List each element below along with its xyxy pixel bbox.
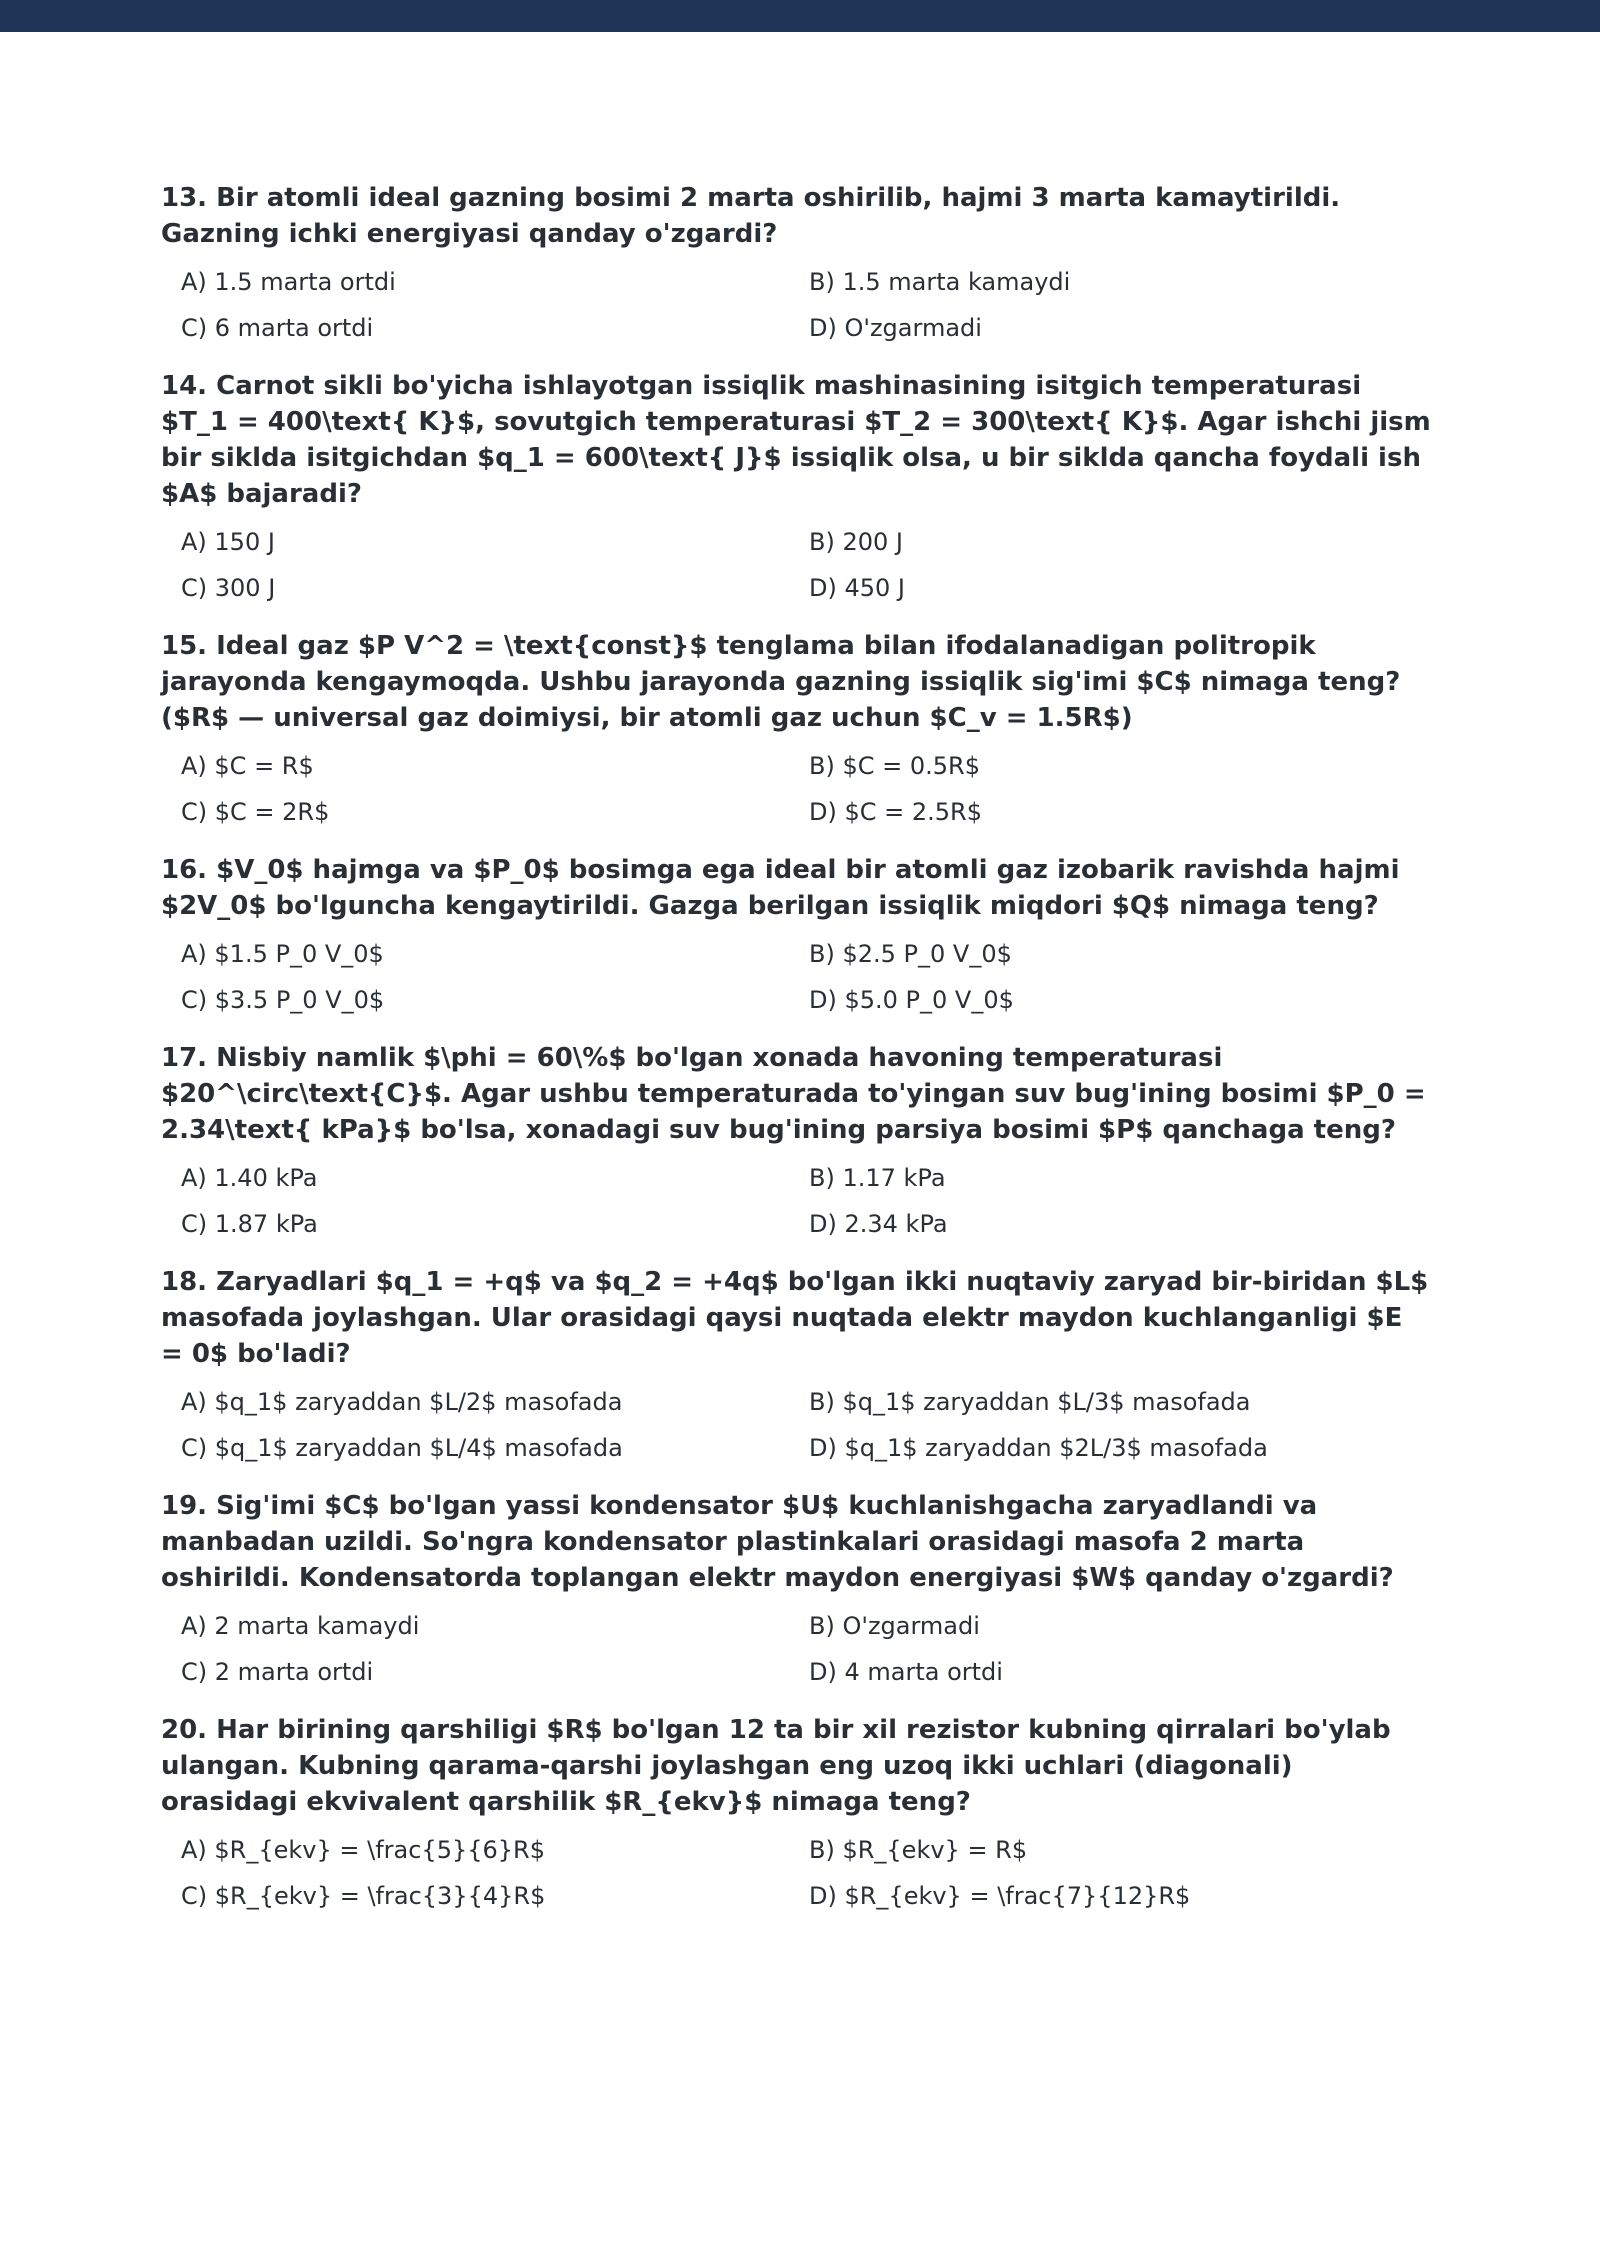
option-a: A) 150 J: [181, 528, 275, 556]
option-d: D) $5.0 P_0 V_0$: [809, 986, 1014, 1014]
question-13: [161, 180, 1431, 346]
option-a: A) $R_{ekv} = \frac{5}{6}R$: [181, 1836, 545, 1864]
option-d: D) $C = 2.5R$: [809, 798, 982, 826]
answer-options: [181, 524, 1431, 606]
option-b: B) $2.5 P_0 V_0$: [809, 940, 1012, 968]
option-a: A) 1.40 kPa: [181, 1164, 318, 1192]
option-c: C) 300 J: [181, 574, 276, 602]
option-a: A) 1.5 marta ortdi: [181, 268, 396, 296]
option-b: B) 1.17 kPa: [809, 1164, 946, 1192]
question-text: 13. Bir atomli ideal gazning bosimi 2 marta oshirilib, hajmi 3 marta kamaytirildi. Gazning ichki energiyasi qanday o'zgardi?: [161, 183, 1341, 249]
option-c: C) 6 marta ortdi: [181, 314, 374, 342]
option-b: B) $q_1$ zaryaddan $L/3$ masofada: [809, 1388, 1251, 1416]
answer-options: [181, 1384, 1431, 1466]
header-bar: [0, 0, 1600, 32]
option-c: C) $3.5 P_0 V_0$: [181, 986, 385, 1014]
question-text: 20. Har birining qarshiligi $R$ bo'lgan 12 ta bir xil rezistor kubning qirralari bo'ylab ulangan. Kubning qarama-qarshi joylashgan eng uzoq ikki uchlari (diagonali) orasidagi ekvivalent qarshilik $R_{ekv}$ nimaga teng?: [161, 1715, 1391, 1817]
option-d: D) 450 J: [809, 574, 905, 602]
question-20: [161, 1712, 1431, 1914]
option-a: A) $C = R$: [181, 752, 314, 780]
question-text: 17. Nisbiy namlik $\phi = 60\%$ bo'lgan xonada havoning temperaturasi $20^\circ\text{C}$. Agar ushbu temperaturada to'yingan suv bug'ining bosimi $P_0 = 2.34\text{ kPa}$ bo'lsa, xonadagi suv bug'ining parsiya bosimi $P$ qanchaga teng?: [161, 1043, 1426, 1145]
question-14: [161, 368, 1431, 606]
answer-options: [181, 936, 1431, 1018]
question-text: 16. $V_0$ hajmga va $P_0$ bosimga ega ideal bir atomli gaz izobarik ravishda hajmi $2V_0$ bo'lguncha kengaytirildi. Gazga berilgan issiqlik miqdori $Q$ nimaga teng?: [161, 855, 1400, 921]
option-d: D) $q_1$ zaryaddan $2L/3$ masofada: [809, 1434, 1268, 1462]
option-c: C) $R_{ekv} = \frac{3}{4}R$: [181, 1882, 546, 1910]
option-b: B) $R_{ekv} = R$: [809, 1836, 1028, 1864]
option-c: C) $C = 2R$: [181, 798, 330, 826]
option-b: B) O'zgarmadi: [809, 1612, 980, 1640]
answer-options: [181, 264, 1431, 346]
option-a: A) 2 marta kamaydi: [181, 1612, 420, 1640]
option-a: A) $q_1$ zaryaddan $L/2$ masofada: [181, 1388, 623, 1416]
option-c: C) 2 marta ortdi: [181, 1658, 374, 1686]
question-text: 15. Ideal gaz $P V^2 = \text{const}$ tenglama bilan ifodalanadigan politropik jarayonda kengaymoqda. Ushbu jarayonda gazning issiqlik sig'imi $C$ nimaga teng? ($R$ — universal gaz doimiysi, bir atomli gaz uchun $C_v = 1.5R$): [161, 631, 1401, 733]
answer-options: [181, 1608, 1431, 1690]
option-c: C) 1.87 kPa: [181, 1210, 318, 1238]
answer-options: [181, 1832, 1431, 1914]
question-15: [161, 628, 1431, 830]
answer-options: [181, 748, 1431, 830]
question-text: 19. Sig'imi $C$ bo'lgan yassi kondensator $U$ kuchlanishgacha zaryadlandi va manbadan uzildi. So'ngra kondensator plastinkalari orasidagi masofa 2 marta oshirildi. Kondensatorda toplangan elektr maydon energiyasi $W$ qanday o'zgardi?: [161, 1491, 1394, 1593]
question-text: 14. Carnot sikli bo'yicha ishlayotgan issiqlik mashinasining isitgich temperaturasi $T_1 = 400\text{ K}$, sovutgich temperaturasi $T_2 = 300\text{ K}$. Agar ishchi jism bir siklda isitgichdan $q_1 = 600\text{ J}$ issiqlik olsa, u bir siklda qancha foydali ish $A$ bajaradi?: [161, 371, 1431, 509]
option-d: D) O'zgarmadi: [809, 314, 982, 342]
option-a: A) $1.5 P_0 V_0$: [181, 940, 384, 968]
option-b: B) 200 J: [809, 528, 903, 556]
question-17: [161, 1040, 1431, 1242]
answer-options: [181, 1160, 1431, 1242]
question-list: [161, 180, 1431, 1914]
option-d: D) 2.34 kPa: [809, 1210, 948, 1238]
question-text: 18. Zaryadlari $q_1 = +q$ va $q_2 = +4q$ bo'lgan ikki nuqtaviy zaryad bir-biridan $L$ masofada joylashgan. Ular orasidagi qaysi nuqtada elektr maydon kuchlanganligi $E = 0$ bo'ladi?: [161, 1267, 1429, 1369]
question-16: [161, 852, 1431, 1018]
option-c: C) $q_1$ zaryaddan $L/4$ masofada: [181, 1434, 623, 1462]
option-d: D) 4 marta ortdi: [809, 1658, 1003, 1686]
question-18: [161, 1264, 1431, 1466]
option-b: B) 1.5 marta kamaydi: [809, 268, 1071, 296]
question-19: [161, 1488, 1431, 1690]
option-d: D) $R_{ekv} = \frac{7}{12}R$: [809, 1882, 1191, 1910]
option-b: B) $C = 0.5R$: [809, 752, 980, 780]
